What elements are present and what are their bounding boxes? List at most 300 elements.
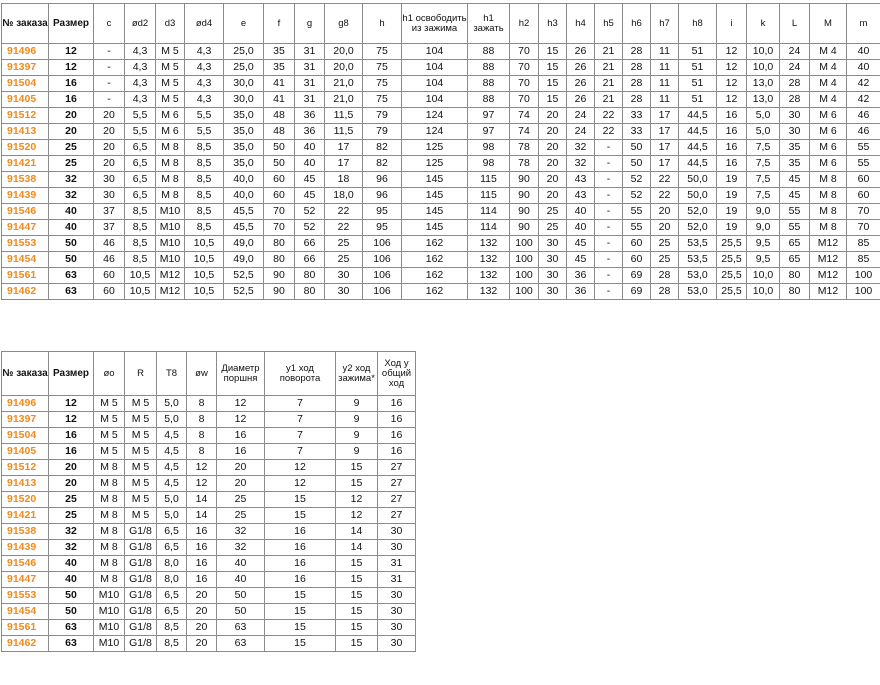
column-header: R xyxy=(125,352,157,396)
table-cell: 22 xyxy=(595,124,623,140)
table-cell: 25,0 xyxy=(224,44,264,60)
table-cell: G1/8 xyxy=(125,588,157,604)
table-cell: 15 xyxy=(336,620,378,636)
table-cell: 25 xyxy=(217,492,265,508)
table-cell: 18 xyxy=(325,172,363,188)
table-cell: M 5 xyxy=(156,92,185,108)
column-header: Ход у общий ход xyxy=(378,352,416,396)
table-cell: M10 xyxy=(156,220,185,236)
order-number: 91512 xyxy=(2,460,49,476)
table-cell: 52 xyxy=(623,172,651,188)
order-number: 91546 xyxy=(2,556,49,572)
table-cell: 9 xyxy=(336,396,378,412)
table-cell: 8,5 xyxy=(125,220,156,236)
table-cell: 22 xyxy=(325,220,363,236)
table-cell: 42 xyxy=(847,92,880,108)
table-cell: 25 xyxy=(651,252,679,268)
size-cell: 32 xyxy=(49,540,94,556)
table-cell: 145 xyxy=(402,172,468,188)
table-row xyxy=(2,220,880,236)
size-cell: 50 xyxy=(49,252,94,268)
size-cell: 32 xyxy=(49,524,94,540)
table-cell: 30 xyxy=(94,188,125,204)
table-cell: M10 xyxy=(94,636,125,652)
table-cell: 44,5 xyxy=(679,156,717,172)
order-number: 91538 xyxy=(2,172,49,188)
table-cell: 20 xyxy=(539,156,567,172)
size-cell: 40 xyxy=(49,572,94,588)
table-cell: 85 xyxy=(847,236,880,252)
table-cell: 104 xyxy=(402,76,468,92)
table-cell: 22 xyxy=(651,172,679,188)
table-cell: 52,0 xyxy=(679,204,717,220)
column-header: g xyxy=(295,4,325,44)
table-cell: 4,3 xyxy=(185,76,224,92)
table-cell: 31 xyxy=(378,572,416,588)
table-cell: 25,5 xyxy=(717,252,747,268)
table-cell: M 8 xyxy=(156,188,185,204)
table-cell: 30 xyxy=(378,636,416,652)
table-cell: 20 xyxy=(187,604,217,620)
table-cell: M 8 xyxy=(810,172,847,188)
column-header: f xyxy=(264,4,295,44)
table-cell: 50,0 xyxy=(679,172,717,188)
table-cell: 22 xyxy=(595,108,623,124)
table-cell: 14 xyxy=(336,540,378,556)
table-cell: 26 xyxy=(567,44,595,60)
order-number: 91546 xyxy=(2,204,49,220)
table-cell: 20 xyxy=(539,188,567,204)
table-cell: G1/8 xyxy=(125,636,157,652)
order-number: 91421 xyxy=(2,508,49,524)
table-cell: 5,5 xyxy=(185,108,224,124)
table-cell: 15 xyxy=(336,572,378,588)
table-cell: 70 xyxy=(510,44,539,60)
table-cell: 7 xyxy=(265,444,336,460)
table-row xyxy=(2,636,416,652)
table-cell: 9,0 xyxy=(747,220,780,236)
table-cell: 20 xyxy=(94,124,125,140)
table-cell: 97 xyxy=(468,124,510,140)
table-cell: 55 xyxy=(847,156,880,172)
table-cell: 48 xyxy=(264,108,295,124)
table-cell: 8 xyxy=(187,396,217,412)
table-cell: 19 xyxy=(717,204,747,220)
table-cell: M10 xyxy=(94,620,125,636)
table-cell: 70 xyxy=(847,220,880,236)
table-cell: M 5 xyxy=(94,396,125,412)
table-cell: - xyxy=(595,220,623,236)
table-cell: 100 xyxy=(510,284,539,300)
table-cell: 10,5 xyxy=(185,268,224,284)
table-cell: 55 xyxy=(847,140,880,156)
table-cell: 35 xyxy=(780,156,810,172)
table-cell: M 5 xyxy=(125,412,157,428)
order-number: 91561 xyxy=(2,268,49,284)
table-cell: 7 xyxy=(265,396,336,412)
table-cell: 70 xyxy=(510,92,539,108)
table-cell: 10,5 xyxy=(125,268,156,284)
table-cell: 15 xyxy=(336,460,378,476)
table-cell: 17 xyxy=(651,108,679,124)
order-number: 91496 xyxy=(2,396,49,412)
size-cell: 32 xyxy=(49,172,94,188)
table-cell: 51 xyxy=(679,44,717,60)
table-cell: 50 xyxy=(217,604,265,620)
table-cell: 63 xyxy=(217,620,265,636)
column-header: k xyxy=(747,4,780,44)
column-header: M xyxy=(810,4,847,44)
table-cell: 70 xyxy=(510,76,539,92)
table-cell: 30 xyxy=(94,172,125,188)
column-header: ød2 xyxy=(125,4,156,44)
order-number: 91462 xyxy=(2,284,49,300)
table-cell: 7 xyxy=(265,412,336,428)
table-cell: 50 xyxy=(264,140,295,156)
table-row xyxy=(2,444,416,460)
table-cell: 74 xyxy=(510,124,539,140)
table-cell: 20,0 xyxy=(325,44,363,60)
table-cell: 70 xyxy=(510,60,539,76)
table-cell: 28 xyxy=(780,92,810,108)
dimensions-table xyxy=(1,3,880,300)
table-cell: 50 xyxy=(264,156,295,172)
table-cell: 45 xyxy=(780,172,810,188)
table-cell: 44,5 xyxy=(679,108,717,124)
table-cell: 21 xyxy=(595,60,623,76)
table-cell: 12 xyxy=(187,460,217,476)
table-cell: 36 xyxy=(567,268,595,284)
table-cell: M 8 xyxy=(94,508,125,524)
table-cell: 35 xyxy=(264,60,295,76)
table-cell: 49,0 xyxy=(224,236,264,252)
table-cell: 27 xyxy=(378,492,416,508)
table-cell: G1/8 xyxy=(125,620,157,636)
table-cell: 16 xyxy=(717,124,747,140)
table-cell: 55 xyxy=(623,204,651,220)
table-row xyxy=(2,540,416,556)
table-cell: 100 xyxy=(510,236,539,252)
column-header: i xyxy=(717,4,747,44)
table-cell: 16 xyxy=(187,572,217,588)
column-header: h8 xyxy=(679,4,717,44)
table-row xyxy=(2,252,880,268)
table-cell: 4,3 xyxy=(185,44,224,60)
table-cell: 85 xyxy=(847,252,880,268)
table-cell: M 4 xyxy=(810,60,847,76)
table-cell: 132 xyxy=(468,236,510,252)
table-cell: 17 xyxy=(325,156,363,172)
table-cell: 16 xyxy=(717,140,747,156)
order-number: 91553 xyxy=(2,588,49,604)
table-cell: 65 xyxy=(780,236,810,252)
table-row xyxy=(2,172,880,188)
table-cell: 100 xyxy=(510,268,539,284)
table-cell: 50,0 xyxy=(679,188,717,204)
table-cell: 6,5 xyxy=(157,540,187,556)
table-cell: 95 xyxy=(363,204,402,220)
table-cell: 24 xyxy=(567,108,595,124)
table-cell: 16 xyxy=(217,444,265,460)
table-cell: 55 xyxy=(780,204,810,220)
table-cell: 10,5 xyxy=(185,252,224,268)
table-cell: 40 xyxy=(847,60,880,76)
column-header: y1 ход поворота xyxy=(265,352,336,396)
table-cell: 7,5 xyxy=(747,140,780,156)
table-cell: 20 xyxy=(539,124,567,140)
table-cell: 12 xyxy=(336,508,378,524)
table-cell: 12 xyxy=(217,396,265,412)
table-cell: 11,5 xyxy=(325,108,363,124)
table-cell: 24 xyxy=(780,44,810,60)
table-cell: 8,5 xyxy=(157,620,187,636)
table-cell: 30 xyxy=(325,284,363,300)
table-cell: 16 xyxy=(717,108,747,124)
table-cell: 96 xyxy=(363,172,402,188)
table-cell: M 5 xyxy=(156,60,185,76)
table-cell: M 8 xyxy=(94,524,125,540)
size-cell: 20 xyxy=(49,124,94,140)
table-cell: 15 xyxy=(539,92,567,108)
table-cell: - xyxy=(595,284,623,300)
table-cell: 40,0 xyxy=(224,188,264,204)
table-cell: 36 xyxy=(295,124,325,140)
column-header: d3 xyxy=(156,4,185,44)
size-cell: 25 xyxy=(49,156,94,172)
column-header: h5 xyxy=(595,4,623,44)
table-cell: 46 xyxy=(847,124,880,140)
table-cell: 80 xyxy=(780,284,810,300)
table-cell: 37 xyxy=(94,220,125,236)
table-cell: 30 xyxy=(325,268,363,284)
table-cell: 51 xyxy=(679,92,717,108)
table-cell: 20 xyxy=(651,204,679,220)
table-cell: 42 xyxy=(847,76,880,92)
table-row xyxy=(2,140,880,156)
table-cell: 52,5 xyxy=(224,284,264,300)
size-cell: 50 xyxy=(49,588,94,604)
table-cell: 45 xyxy=(295,172,325,188)
table-cell: 5,0 xyxy=(747,124,780,140)
table-cell: M 8 xyxy=(94,572,125,588)
table-cell: 82 xyxy=(363,140,402,156)
table-cell: M 5 xyxy=(125,396,157,412)
table-cell: 15 xyxy=(265,508,336,524)
table-cell: 25 xyxy=(539,220,567,236)
table-cell: 104 xyxy=(402,44,468,60)
table-cell: 66 xyxy=(295,252,325,268)
table-cell: 6,5 xyxy=(125,156,156,172)
table-cell: 8 xyxy=(187,428,217,444)
table-cell: 25,5 xyxy=(717,236,747,252)
table-cell: M 5 xyxy=(125,428,157,444)
table-cell: 12 xyxy=(265,476,336,492)
table-cell: 90 xyxy=(264,284,295,300)
column-header: h4 xyxy=(567,4,595,44)
table-cell: 4,3 xyxy=(125,92,156,108)
table-cell: - xyxy=(595,172,623,188)
table-cell: 90 xyxy=(510,204,539,220)
order-number: 91561 xyxy=(2,620,49,636)
order-number: 91405 xyxy=(2,444,49,460)
table-cell: 27 xyxy=(378,508,416,524)
table-cell: 12 xyxy=(717,76,747,92)
table-cell: 100 xyxy=(510,252,539,268)
table-cell: 162 xyxy=(402,284,468,300)
table-cell: 50 xyxy=(217,588,265,604)
table-cell: 44,5 xyxy=(679,140,717,156)
table-cell: 14 xyxy=(187,492,217,508)
order-number: 91397 xyxy=(2,60,49,76)
table-cell: 28 xyxy=(651,284,679,300)
table-cell: 106 xyxy=(363,236,402,252)
size-cell: 16 xyxy=(49,444,94,460)
table-cell: - xyxy=(595,188,623,204)
table-cell: 20 xyxy=(217,476,265,492)
table-cell: 132 xyxy=(468,268,510,284)
table-cell: 40 xyxy=(217,556,265,572)
table-cell: 45 xyxy=(567,252,595,268)
table-cell: 45 xyxy=(295,188,325,204)
table-cell: - xyxy=(595,156,623,172)
size-cell: 40 xyxy=(49,556,94,572)
table-cell: 17 xyxy=(325,140,363,156)
table-cell: 60 xyxy=(264,188,295,204)
table-cell: 27 xyxy=(378,460,416,476)
table-cell: 37 xyxy=(94,204,125,220)
table-cell: 9 xyxy=(336,412,378,428)
table-cell: 145 xyxy=(402,188,468,204)
table-cell: M 5 xyxy=(125,444,157,460)
table-cell: M10 xyxy=(94,604,125,620)
size-cell: 20 xyxy=(49,476,94,492)
column-header: h3 xyxy=(539,4,567,44)
order-number: 91504 xyxy=(2,76,49,92)
size-cell: 12 xyxy=(49,412,94,428)
table-cell: 15 xyxy=(265,636,336,652)
table-cell: 16 xyxy=(187,524,217,540)
column-header: c xyxy=(94,4,125,44)
table-cell: 82 xyxy=(363,156,402,172)
table-cell: M 8 xyxy=(94,540,125,556)
table-cell: 66 xyxy=(295,236,325,252)
order-number: 91454 xyxy=(2,604,49,620)
table-cell: 115 xyxy=(468,188,510,204)
table-cell: 10,0 xyxy=(747,284,780,300)
order-number: 91553 xyxy=(2,236,49,252)
table-cell: 55 xyxy=(623,220,651,236)
table-cell: 31 xyxy=(295,44,325,60)
table-cell: 9 xyxy=(336,444,378,460)
table-row xyxy=(2,572,416,588)
order-number: 91397 xyxy=(2,412,49,428)
table-cell: 30,0 xyxy=(224,76,264,92)
table-cell: 7,5 xyxy=(747,156,780,172)
table-cell: 69 xyxy=(623,284,651,300)
table-row xyxy=(2,556,416,572)
table-cell: 16 xyxy=(187,556,217,572)
table-cell: 4,5 xyxy=(157,476,187,492)
table-row xyxy=(2,236,880,252)
table-cell: M 5 xyxy=(125,492,157,508)
table-cell: M 4 xyxy=(810,76,847,92)
table-cell: 15 xyxy=(539,60,567,76)
table-row xyxy=(2,188,880,204)
table-cell: 53,0 xyxy=(679,284,717,300)
table-cell: M 8 xyxy=(94,460,125,476)
table-cell: 52 xyxy=(623,188,651,204)
table-cell: 35,0 xyxy=(224,108,264,124)
table-cell: 6,5 xyxy=(125,188,156,204)
table-cell: 106 xyxy=(363,252,402,268)
table-cell: 78 xyxy=(510,140,539,156)
table-cell: 6,5 xyxy=(157,604,187,620)
table-cell: 16 xyxy=(378,444,416,460)
table-cell: 20 xyxy=(94,156,125,172)
table-row xyxy=(2,284,880,300)
table-cell: 35,0 xyxy=(224,140,264,156)
table-cell: - xyxy=(94,44,125,60)
table-cell: 30 xyxy=(378,524,416,540)
size-cell: 25 xyxy=(49,492,94,508)
table-cell: 4,3 xyxy=(185,92,224,108)
table-cell: 46 xyxy=(94,252,125,268)
table-cell: 13,0 xyxy=(747,92,780,108)
table-cell: 10,0 xyxy=(747,60,780,76)
column-header: h1 освободить из зажима xyxy=(402,4,468,44)
table-cell: 20 xyxy=(94,140,125,156)
size-cell: 25 xyxy=(49,508,94,524)
table-cell: 90 xyxy=(510,220,539,236)
table-cell: 31 xyxy=(295,92,325,108)
table-cell: G1/8 xyxy=(125,572,157,588)
table-cell: 12 xyxy=(336,492,378,508)
table-cell: M10 xyxy=(156,236,185,252)
table-cell: 48 xyxy=(264,124,295,140)
table-cell: M 8 xyxy=(94,556,125,572)
table-cell: 52 xyxy=(295,204,325,220)
table-cell: 10,0 xyxy=(747,44,780,60)
column-header: h2 xyxy=(510,4,539,44)
table-cell: 11,5 xyxy=(325,124,363,140)
table-cell: 36 xyxy=(567,284,595,300)
order-number: 91520 xyxy=(2,140,49,156)
table-cell: 15 xyxy=(265,588,336,604)
table-cell: 30 xyxy=(378,620,416,636)
table-cell: 115 xyxy=(468,172,510,188)
table-cell: 25 xyxy=(325,236,363,252)
column-header: øw xyxy=(187,352,217,396)
table-cell: 132 xyxy=(468,252,510,268)
column-header: e xyxy=(224,4,264,44)
column-header: L xyxy=(780,4,810,44)
table-cell: 75 xyxy=(363,92,402,108)
order-number: 91538 xyxy=(2,524,49,540)
table-cell: G1/8 xyxy=(125,524,157,540)
size-cell: 12 xyxy=(49,60,94,76)
order-number: 91405 xyxy=(2,92,49,108)
table-cell: 31 xyxy=(295,76,325,92)
table-row xyxy=(2,412,416,428)
table-row xyxy=(2,76,880,92)
table-cell: M 8 xyxy=(156,156,185,172)
table-cell: M 5 xyxy=(125,508,157,524)
table-row xyxy=(2,92,880,108)
table-cell: 21 xyxy=(595,92,623,108)
table-cell: M 5 xyxy=(156,76,185,92)
table-cell: - xyxy=(94,76,125,92)
size-cell: 20 xyxy=(49,460,94,476)
